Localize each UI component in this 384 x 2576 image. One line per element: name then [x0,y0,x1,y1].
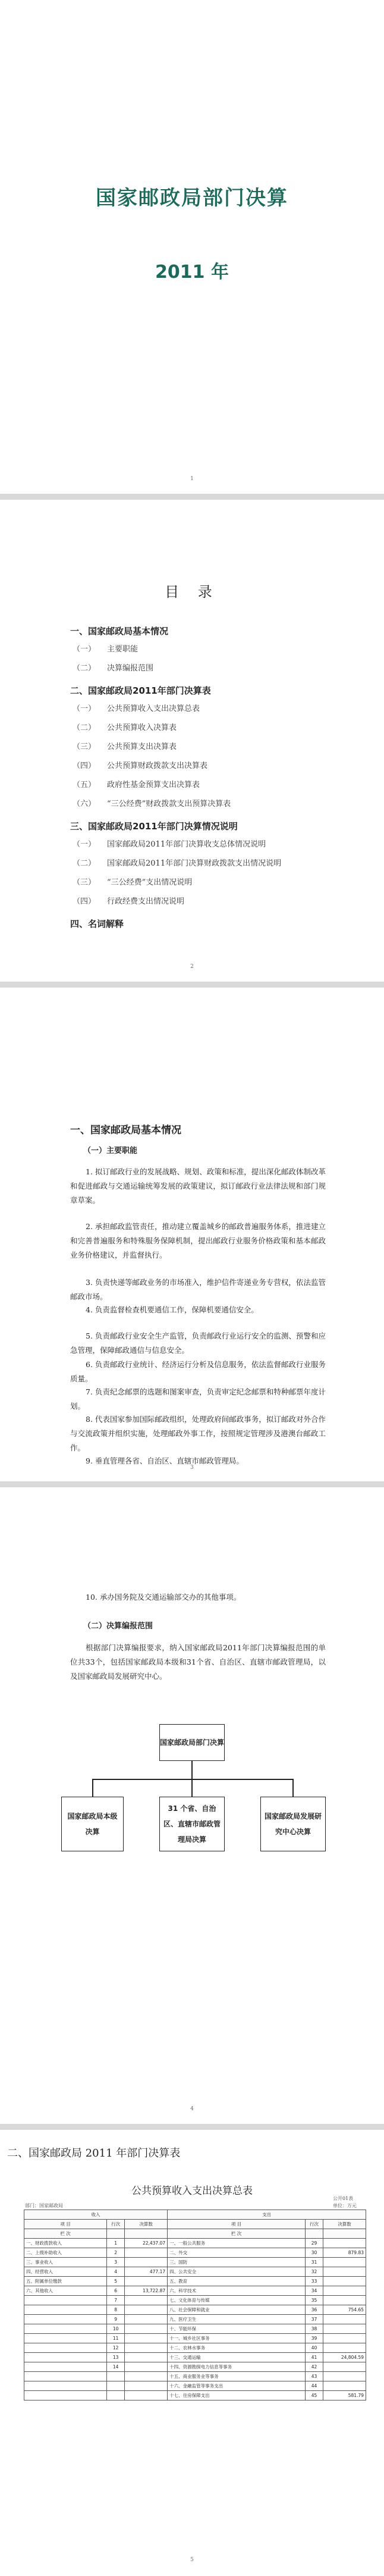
page-number: 4 [190,2106,194,2112]
toc-item-text: 决算编报范围 [107,664,154,673]
function-paragraph: 9. 垂直管理各省、自治区、直辖市邮政管理局。 [86,1456,244,1465]
income-cell [125,2353,168,2362]
expense-cell: 八、社会保障和就业 [168,2305,306,2315]
income-cell [107,2391,125,2400]
toc-item-number: （一） [73,704,96,713]
expense-cell [323,2381,366,2391]
income-cell [24,2315,107,2324]
unit-label: 单位：万元 [333,2203,357,2208]
org-root-box: 国家邮政局部门决算 [159,1724,225,1761]
table-row [24,2381,366,2391]
col-item: 项 目 [168,2220,306,2229]
scope-paragraph: 根据部门决算编报要求，纳入国家邮政局2011年部门决算编报范围的单位共33个，包括国家邮政局本级和31个省、自治区、直辖市邮政管理局，以及国家邮政局发展研究中心。 [70,1643,326,1681]
toc-item[interactable] [73,740,177,751]
table-row [24,2296,366,2305]
toc-item-number: （一） [73,645,96,654]
expense-cell: 42 [305,2362,323,2372]
cover-title: 国家邮政局部门决算 [96,186,288,210]
org-child-box: 31 个省、自治区、直辖市邮政管理局决算 [159,1797,225,1851]
income-cell: 477.17 [125,2267,168,2277]
income-cell [24,2353,107,2362]
page-number: 1 [190,476,194,482]
table-row [24,2267,366,2277]
table-row [24,2391,366,2400]
income-cell: 22,437.07 [125,2239,168,2248]
income-cell: 1 [107,2239,125,2248]
form-number: 公开01表 [333,2196,354,2201]
function-paragraph: 8. 代表国家参加国际邮政组织，处理政府间邮政事务，拟订邮政对外合作与交流政策并组织实施，处理邮政外事工作，按照规定管理涉及港澳台邮政工作。 [70,1415,326,1452]
income-cell [125,2277,168,2286]
expense-cell [323,2372,366,2381]
section-title-tables: 二、国家邮政局 2011 年部门决算表 [7,2147,181,2160]
col-line: 行次 [107,2220,125,2229]
expense-cell: 十一、城乡社区事务 [168,2334,306,2343]
income-cell [107,2372,125,2381]
expense-cell: 39 [305,2334,323,2343]
section-title-basic: 一、国家邮政局基本情况 [70,1124,181,1136]
org-child-box: 国家邮政局本级决算 [61,1797,124,1851]
income-cell [24,2305,107,2315]
org-connector [191,1779,193,1797]
toc-item[interactable] [73,895,184,906]
expense-cell: 581.79 [323,2391,366,2400]
org-connector [191,1761,193,1779]
expense-cell: 879.83 [323,2248,366,2258]
table-row [24,2334,366,2343]
expense-cell [323,2324,366,2334]
expense-cell [323,2362,366,2372]
income-cell: 一、财政拨款收入 [24,2239,107,2248]
expense-cell: 29 [305,2239,323,2248]
income-cell [24,2372,107,2381]
income-cell [125,2258,168,2267]
expense-cell: 九、医疗卫生 [168,2315,306,2324]
expense-cell: 32 [305,2267,323,2277]
expense-cell: 十六、金融监管等事务支出 [168,2381,306,2391]
table-row [24,2343,366,2353]
toc-section-title[interactable]: 四、名词解释 [70,919,124,929]
income-header: 收入 [24,2210,168,2220]
income-cell [24,2324,107,2334]
expense-cell: 24,804.59 [323,2353,366,2362]
table-row [24,2248,366,2258]
expense-cell: 十七、住房保障支出 [168,2391,306,2400]
expense-cell [323,2296,366,2305]
expense-cell: 43 [305,2372,323,2381]
function-paragraph: 1. 拟订邮政行业的发展战略、规划、政策和标准，提出深化邮政体制改革和促进邮政与交通运输统筹发展的政策建议，拟订邮政行业法律法规和部门规章草案。 [70,1167,326,1205]
expense-cell: 33 [305,2277,323,2286]
toc-item-text: “三公经费”支出情况说明 [107,878,193,887]
expense-cell: 31 [305,2258,323,2267]
expense-cell [323,2258,366,2267]
income-cell: 五、附属单位缴款 [24,2277,107,2286]
expense-cell: 一、一般公共服务 [168,2239,306,2248]
table-row [24,2362,366,2372]
table-row [24,2315,366,2324]
toc-item-number: （三） [73,878,96,887]
toc-item-text: 主要职能 [107,645,139,654]
toc-item-text: 公共预算收入支出决算总表 [107,704,200,713]
toc-item[interactable] [73,721,177,732]
function-paragraph: 5. 负责邮政行业安全生产监管，负责邮政行业运行安全的监测、预警和应急管理，保障邮政通信与信息安全。 [70,1331,326,1355]
toc-section-title[interactable]: 一、国家邮政局基本情况 [70,626,169,637]
org-label: 部门：国家邮政局 [25,2203,63,2208]
expense-cell: 38 [305,2324,323,2334]
toc-item[interactable] [73,702,200,713]
col-amount: 决算数 [125,2220,168,2229]
toc-item-number: （四） [73,897,96,906]
toc-item-text: “三公经费”财政拨款支出预算决算表 [107,800,231,808]
expense-cell: 七、文化体育与传媒 [168,2296,306,2305]
sub-title-scope: （二）决算编报范围 [83,1622,153,1631]
page-number: 3 [190,1465,194,1471]
expense-cell: 41 [305,2353,323,2362]
col-label: 栏 次 [168,2229,306,2239]
expense-header: 支出 [168,2210,366,2220]
income-cell [24,2362,107,2372]
cover-page [0,0,384,494]
expense-cell: 36 [305,2305,323,2315]
toc-item-text: 政府性基金预算支出决算表 [107,781,200,789]
income-cell: 6 [107,2286,125,2296]
income-cell [24,2334,107,2343]
expense-cell: 十三、交通运输 [168,2353,306,2362]
page-number: 2 [190,964,194,970]
expense-cell: 十、节能环保 [168,2324,306,2334]
toc-item[interactable] [73,778,200,789]
sub-title-functions: （一）主要职能 [83,1146,138,1155]
toc-item-text: 公共预算财政拨款支出决算表 [107,761,208,770]
toc-item-number: （二） [73,723,96,732]
org-connector [292,1779,294,1797]
income-cell: 10 [107,2324,125,2334]
toc-title: 目 录 [165,584,219,600]
expense-cell: 十二、农林水事务 [168,2343,306,2353]
toc-item-text: 公共预算收入决算表 [107,723,177,732]
expense-cell: 40 [305,2343,323,2353]
toc-item[interactable] [73,662,153,673]
cover-year: 2011 年 [155,262,229,283]
table-row [24,2372,366,2381]
income-cell [125,2324,168,2334]
function-paragraph: 7. 负责纪念邮票的选题和图案审查，负责审定纪念邮票和特种邮票年度计划。 [70,1387,326,1411]
toc-item[interactable] [73,643,138,654]
expense-cell: 十五、商业服务业等事务 [168,2372,306,2381]
toc-section-title[interactable]: 二、国家邮政局2011年部门决算表 [70,685,211,696]
page-number: 5 [190,2557,194,2563]
toc-item-number: （五） [73,781,96,789]
expense-cell: 二、外交 [168,2248,306,2258]
expense-cell [323,2334,366,2343]
income-cell [125,2248,168,2258]
expense-cell [323,2315,366,2324]
toc-item-number: （三） [73,742,96,751]
table-row [24,2305,366,2315]
toc-section-title[interactable]: 三、国家邮政局2011年部门决算情况说明 [70,821,238,832]
expense-cell: 37 [305,2315,323,2324]
toc-item-text: 国家邮政局2011年部门决算财政拨款支出情况说明 [107,859,282,868]
income-cell [24,2296,107,2305]
expense-cell [323,2267,366,2277]
income-cell: 2 [107,2248,125,2258]
income-cell: 13 [107,2353,125,2362]
col-label: 栏 次 [24,2229,107,2239]
income-cell [125,2381,168,2391]
income-cell [125,2343,168,2353]
col-amount: 决算数 [323,2220,366,2229]
table-row [24,2239,366,2248]
income-cell [125,2296,168,2305]
income-cell [125,2391,168,2400]
toc-item-number: （一） [73,840,96,849]
expense-cell: 34 [305,2286,323,2296]
income-cell: 4 [107,2267,125,2277]
income-cell: 5 [107,2277,125,2286]
table-row [24,2353,366,2362]
toc-item[interactable] [73,797,231,808]
income-cell: 二、上级补助收入 [24,2248,107,2258]
income-cell: 11 [107,2334,125,2343]
expense-cell: 十四、资源勘探电力信息等事务 [168,2362,306,2372]
income-cell: 9 [107,2315,125,2324]
income-cell [125,2362,168,2372]
income-cell [125,2372,168,2381]
income-cell: 14 [107,2362,125,2372]
toc-item-text: 国家邮政局2011年部门决算收支总体情况说明 [107,840,266,849]
function-paragraph: 2. 承担邮政监管责任，推动建立覆盖城乡的邮政普遍服务体系，推进建立和完善普遍服务和特殊服务保障机制，提出邮政行业服务价格政策和基本邮政业务价格建议，并监督执行。 [70,1222,326,1259]
expense-cell: 三、国防 [168,2258,306,2267]
expense-cell [323,2239,366,2248]
toc-item-number: （二） [73,859,96,868]
paragraph-10: 10. 承办国务院及交通运输部交办的其他事项。 [86,1593,241,1602]
table-title: 公共预算收入支出决算总表 [131,2185,253,2197]
income-cell: 13,722.87 [125,2286,168,2296]
org-connector [92,1779,93,1797]
income-cell [125,2305,168,2315]
toc-item-number: （四） [73,761,96,770]
toc-item-number: （六） [73,800,96,808]
expense-cell: 五、教育 [168,2277,306,2286]
expense-cell: 754.65 [323,2305,366,2315]
income-cell: 7 [107,2296,125,2305]
toc-item[interactable] [73,857,281,868]
expense-cell [323,2286,366,2296]
income-cell: 六、其他收入 [24,2286,107,2296]
income-cell: 3 [107,2258,125,2267]
expense-cell: 44 [305,2381,323,2391]
income-cell: 12 [107,2343,125,2353]
table-row [24,2286,366,2296]
toc-item-text: 公共预算支出决算表 [107,742,177,751]
toc-item[interactable] [73,759,207,770]
expense-cell: 45 [305,2391,323,2400]
function-paragraph: 6. 负责邮政行业统计、经济运行分析及信息服务，依法监督邮政行业服务质量。 [70,1360,326,1383]
income-cell [125,2315,168,2324]
function-paragraph: 3. 负责快递等邮政业务的市场准入，维护信件寄递业务专营权，依法监管邮政市场。 [70,1278,326,1301]
toc-item[interactable] [73,876,192,887]
income-cell [24,2381,107,2391]
toc-item-text: 行政经费支出情况说明 [107,897,185,906]
table-row [24,2324,366,2334]
income-cell [24,2343,107,2353]
expense-cell [323,2277,366,2286]
income-cell [107,2381,125,2391]
expense-cell: 四、公共安全 [168,2267,306,2277]
org-connector [92,1779,293,1780]
income-cell [125,2334,168,2343]
toc-item[interactable] [73,838,266,849]
org-child-box: 国家邮政局发展研究中心决算 [260,1797,326,1851]
function-paragraph: 4. 负责监督检查机要通信工作，保障机要通信安全。 [86,1305,259,1314]
income-cell: 8 [107,2305,125,2315]
budget-summary-table [24,2210,366,2400]
col-line: 行次 [305,2220,323,2229]
expense-cell [323,2343,366,2353]
income-cell: 三、事业收入 [24,2258,107,2267]
income-cell [24,2391,107,2400]
table-row [24,2277,366,2286]
col-item: 项 目 [24,2220,107,2229]
income-cell: 四、经营收入 [24,2267,107,2277]
expense-cell: 35 [305,2296,323,2305]
expense-cell: 六、科学技术 [168,2286,306,2296]
toc-page [0,500,384,982]
expense-cell: 30 [305,2248,323,2258]
toc-item-number: （二） [73,664,96,673]
table-row [24,2258,366,2267]
